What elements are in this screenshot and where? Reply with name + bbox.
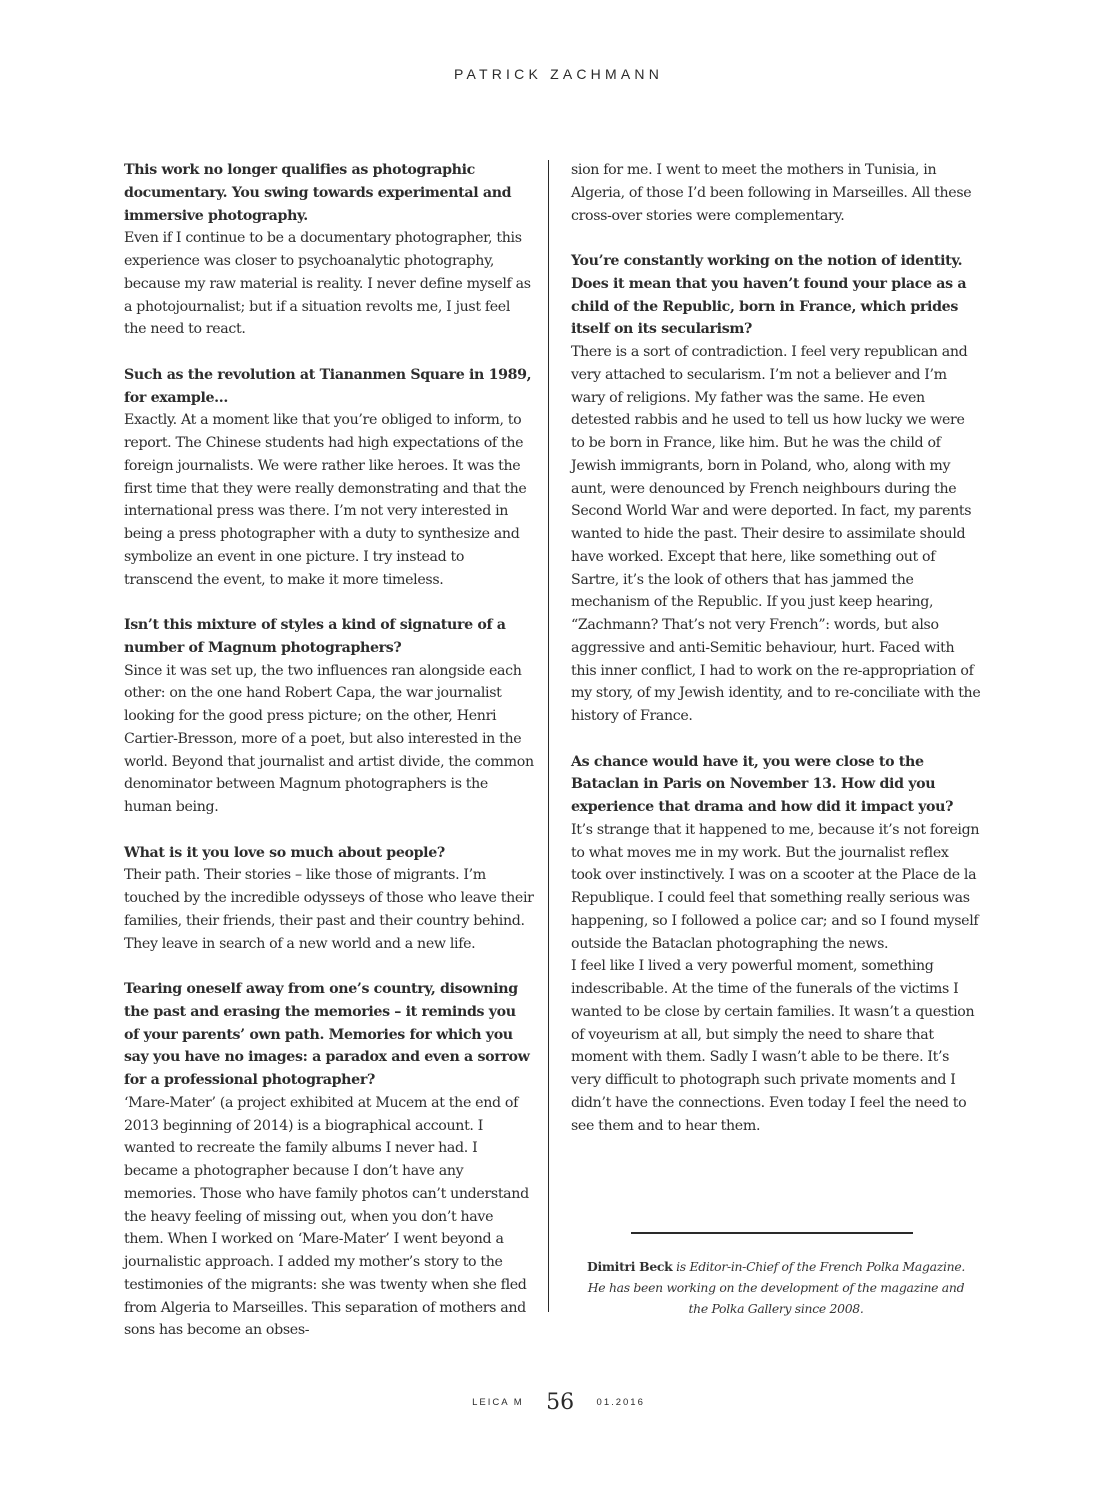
answer: Their path. Their stories – like those of migrants. I’m touched by the incredible odysseys of those who leave their families, their friends, their past and their country behind. They leave in search of a new world and a new life.	[124, 867, 534, 952]
qa-block	[571, 751, 981, 1138]
qa-block	[124, 978, 534, 1342]
answer-continuation: sion for me. I went to meet the mothers in Tunisia, in Algeria, of those I’d been following in Marseilles. All these cross-over stories were complementary.	[571, 162, 972, 224]
question: What is it you love so much about people?	[124, 844, 445, 861]
answer: Exactly. At a moment like that you’re obliged to inform, to report. The Chinese students had high expectations of the foreign journalists. We were rather like heroes. It was the first time that they were really demonstrating and that the international press was there. I’m not very interested in being a press photographer with a duty to synthesize and symbolize an event in one picture. I try instead to transcend the event, to make it more timeless.	[124, 412, 527, 588]
magazine-brand: LEICA M	[472, 1397, 524, 1408]
answer: Since it was set up, the two influences ran alongside each other: on the one hand Robert Capa, the war journalist looking for the good press picture; on the other, Henri Cartier-Bresson, more of a poet, but also interested in the world. Beyond that journalist and artist divide, the common denominator between Magnum photographers is the human being.	[124, 662, 534, 815]
answer: Even if I continue to be a documentary photographer, this experience was closer to psychoanalytic photography, because my raw material is reality. I never define myself as a photojournalist; but if a situation revolts me, I just feel the need to react.	[124, 230, 531, 338]
question: Tearing oneself away from one’s country, disowning the past and erasing the memories – it reminds you of your parents’ own path. Memories for which you say you have no images: a paradox and even a sorrow for a professional photographer?	[124, 981, 530, 1088]
answer-paragraph-2: I feel like I lived a very powerful moment, something indescribable. At the time of the funerals of the victims I wanted to be close by certain families. It wasn’t a question of voyeurism at all, but simply the need to share that moment with them. Sadly I wasn’t able to be there. It’s very difficult to photograph such private moments and I didn’t have the connections. Even today I feel the need to see them and to hear them.	[571, 958, 975, 1134]
left-column	[124, 159, 534, 1365]
author-description: is Editor-in-Chief of the French Polka Magazine. He has been working on the development of the magazine and the Polka Gallery since 2008.	[587, 1259, 965, 1316]
author-bio	[578, 1256, 974, 1319]
question: This work no longer qualifies as photographic documentary. You swing towards experimental and immersive photography.	[124, 162, 512, 224]
page-footer	[0, 1390, 1117, 1415]
right-column	[571, 159, 981, 1160]
question: As chance would have it, you were close to the Bataclan in Paris on November 13. How did you experience that drama and how did it impact you?	[571, 753, 954, 815]
question: Isn’t this mixture of styles a kind of signature of a number of Magnum photographers?	[124, 617, 506, 656]
page-number: 56	[546, 1390, 575, 1415]
author-name: Dimitri Beck	[587, 1259, 673, 1274]
qa-block	[124, 842, 534, 956]
running-title: PATRICK ZACHMANN	[453, 66, 664, 82]
qa-block	[571, 159, 981, 227]
column-divider	[548, 160, 549, 1312]
qa-block	[124, 364, 534, 592]
question: Such as the revolution at Tiananmen Square in 1989, for example…	[124, 366, 532, 406]
issue-date: 01.2016	[596, 1397, 645, 1408]
question: You’re constantly working on the notion of identity. Does it mean that you haven’t found your place as a child of the Republic, born in France, which prides itself on its secularism?	[571, 253, 967, 338]
bio-separator-rule	[631, 1232, 913, 1234]
answer: It’s strange that it happened to me, because it’s not foreign to what moves me in my work. But the journalist reflex took over instinctively. I was on a scooter at the Place de la Republique. I could feel that something really serious was happening, so I followed a police car; and so I found myself outside the Bataclan photographing the news.	[571, 821, 980, 952]
qa-block	[571, 250, 981, 728]
qa-block	[124, 159, 534, 341]
answer: There is a sort of contradiction. I feel very republican and very attached to secularism. I’m not a believer and I’m wary of religions. My father was the same. He even detested rabbis and he used to tell us how lucky we were to be born in France, like him. But he was the child of Jewish immigrants, born in Poland, who, along with my aunt, were denounced by French neighbours during the Second World War and were deported. In fact, my parents wanted to hide the past. Their desire to assimilate should have worked. Except that here, like something out of Sartre, it’s the look of others that has jammed the mechanism of the Republic. If you just keep hearing, “Zachmann? That’s not very French”: words, but also aggressive and anti-Semitic behaviour, hurt. Faced with this inner conflict, I had to work on the re-appropriation of my story, of my Jewish identity, and to re-conciliate with the history of France.	[571, 344, 981, 724]
answer: ‘Mare-Mater’ (a project exhibited at Mucem at the end of 2013 beginning of 2014) is a biographical account. I wanted to recreate the family albums I never had. I became a photographer because I don’t have any memories. Those who have family photos can’t understand the heavy feeling of missing out, when you don’t have them. When I worked on ‘Mare-Mater’ I went beyond a journalistic approach. I added my mother’s story to the testimonies of the migrants: she was twenty when she fled from Algeria to Marseilles. This separation of mothers and sons has become an obses-	[124, 1094, 529, 1339]
qa-block	[124, 614, 534, 819]
